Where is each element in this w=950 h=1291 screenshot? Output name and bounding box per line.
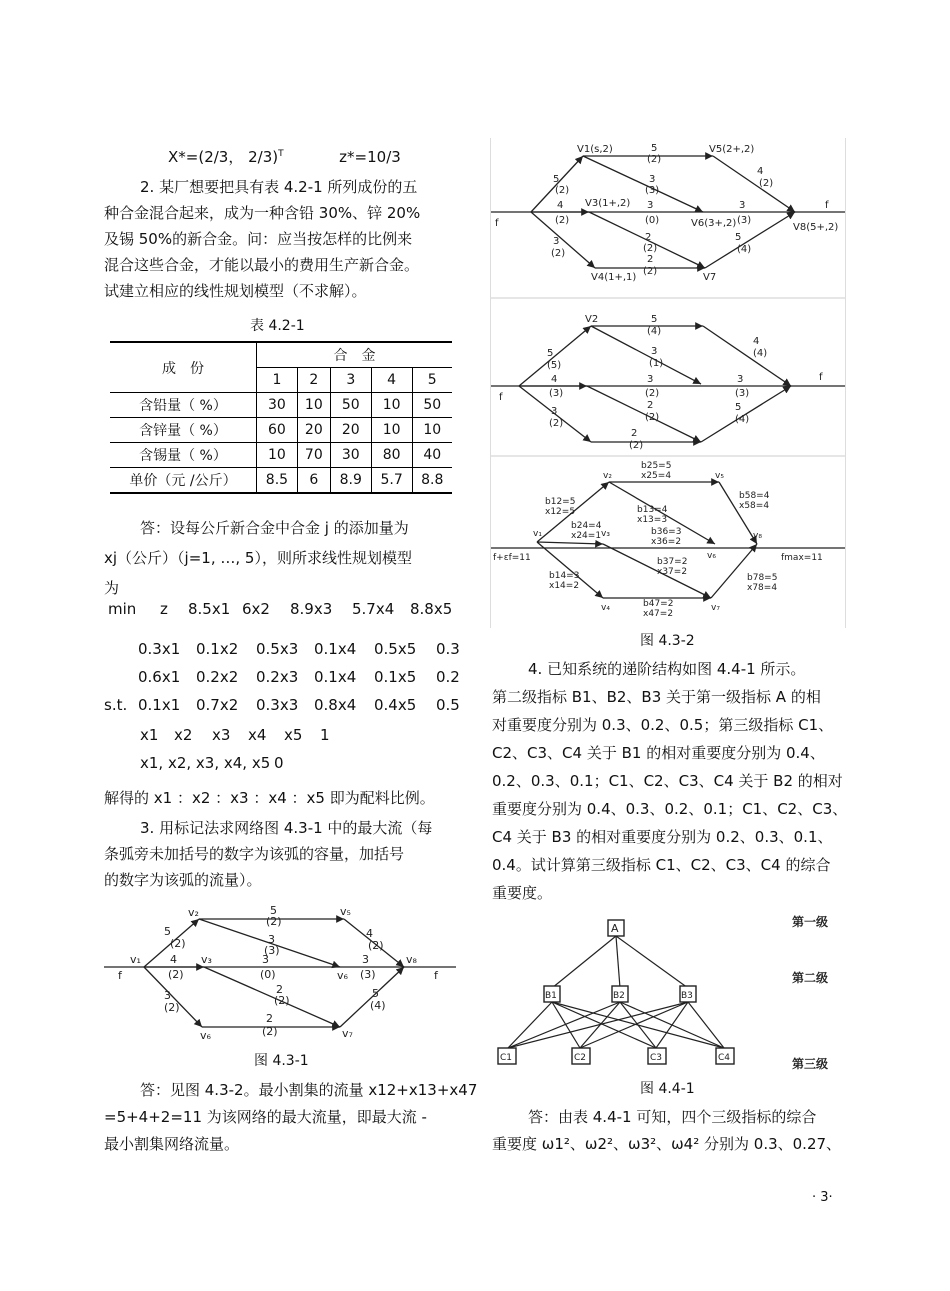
label-v6: V6(3+,2) bbox=[691, 218, 737, 229]
svg-text:(2): (2) bbox=[645, 388, 660, 399]
svg-text:x24=1: x24=1 bbox=[571, 531, 602, 541]
lp-model: min z 8.5x1 6x2 8.9x3 5.7x4 8.8x5 0.3x1 0.1x2 0.5x3 0.1x4 0.5x5 0.3 0.6x1 0.2x2 0.2x3 0.1x4 0.1x5 0.2 s.t. 0.1x1 0.7x2 0.3x3 0.8x4 0.4x5 0.5 x1 x2 x3 x4 x5 1 x1, x2, x3, x4, x5 0 bbox=[104, 600, 460, 772]
svg-text:(3): (3) bbox=[264, 944, 280, 957]
svg-text:(2): (2) bbox=[629, 440, 644, 451]
svg-text:(0): (0) bbox=[645, 215, 660, 226]
svg-text:b37=2: b37=2 bbox=[657, 557, 688, 567]
labelled-network-graphs bbox=[491, 138, 845, 628]
node-B1: B1 bbox=[545, 991, 557, 1001]
svg-text:(2): (2) bbox=[647, 154, 662, 165]
svg-text:3: 3 bbox=[164, 989, 171, 1002]
svg-text:V2: V2 bbox=[585, 314, 599, 325]
svg-text:v₈: v₈ bbox=[406, 953, 417, 966]
svg-text:v₁: v₁ bbox=[130, 953, 141, 966]
node-C4: C4 bbox=[718, 1053, 731, 1063]
table-caption: 表 4.2-1 bbox=[250, 318, 305, 334]
svg-text:3: 3 bbox=[553, 236, 560, 247]
network-graph bbox=[104, 903, 456, 1039]
svg-text:v₂: v₂ bbox=[603, 471, 612, 481]
svg-text:(2): (2) bbox=[168, 968, 184, 981]
svg-text:(3): (3) bbox=[549, 388, 564, 399]
svg-text:x36=2: x36=2 bbox=[651, 537, 682, 547]
svg-text:b24=4: b24=4 bbox=[571, 521, 602, 531]
svg-text:(3): (3) bbox=[737, 215, 752, 226]
svg-text:2: 2 bbox=[276, 983, 283, 996]
table-col-header: 1 bbox=[257, 368, 298, 393]
svg-text:b58=4: b58=4 bbox=[739, 491, 770, 501]
svg-text:(2): (2) bbox=[759, 178, 774, 189]
svg-text:5: 5 bbox=[553, 174, 560, 185]
svg-text:4: 4 bbox=[753, 336, 760, 347]
svg-text:3: 3 bbox=[647, 200, 654, 211]
svg-text:b14=3: b14=3 bbox=[549, 571, 580, 581]
svg-text:f: f bbox=[499, 392, 503, 403]
svg-text:5: 5 bbox=[651, 314, 658, 325]
svg-text:v₃: v₃ bbox=[601, 529, 610, 539]
problem-2-line: 混合这些合金，才能以最小的费用生产新合金。 bbox=[104, 256, 420, 274]
svg-text:x25=4: x25=4 bbox=[641, 471, 672, 481]
svg-text:(3): (3) bbox=[360, 968, 376, 981]
table-row: 含锡量（ %） 10 70 30 80 40 bbox=[110, 443, 452, 468]
page-number: · 3· bbox=[812, 1190, 833, 1205]
problem-2-line: 2. 某厂想要把具有表 4.2-1 所列成份的五 bbox=[140, 178, 418, 196]
svg-text:(4): (4) bbox=[647, 326, 662, 337]
svg-text:3: 3 bbox=[649, 174, 656, 185]
svg-text:b36=3: b36=3 bbox=[651, 527, 682, 537]
svg-text:(2): (2) bbox=[266, 915, 282, 928]
table-row: 含铅量（ %） 30 10 50 10 50 bbox=[110, 393, 452, 418]
svg-text:3: 3 bbox=[362, 953, 369, 966]
svg-text:(3): (3) bbox=[645, 185, 660, 196]
svg-text:5: 5 bbox=[735, 402, 742, 413]
svg-text:(2): (2) bbox=[549, 418, 564, 429]
svg-text:b12=5: b12=5 bbox=[545, 497, 576, 507]
svg-text:2: 2 bbox=[647, 400, 654, 411]
svg-text:x12=5: x12=5 bbox=[545, 507, 576, 517]
svg-text:v₈: v₈ bbox=[753, 531, 762, 541]
svg-text:(4): (4) bbox=[370, 999, 386, 1012]
svg-text:3: 3 bbox=[262, 953, 269, 966]
label-v8: V8(5+,2) bbox=[793, 222, 839, 233]
svg-text:5: 5 bbox=[651, 143, 658, 154]
svg-text:v₄: v₄ bbox=[601, 603, 610, 613]
svg-text:x13=3: x13=3 bbox=[637, 515, 668, 525]
svg-text:x58=4: x58=4 bbox=[739, 501, 770, 511]
svg-text:5: 5 bbox=[547, 348, 554, 359]
svg-text:(2): (2) bbox=[555, 185, 570, 196]
table-col-header: 4 bbox=[371, 368, 412, 393]
svg-text:x47=2: x47=2 bbox=[643, 609, 674, 619]
svg-text:(2): (2) bbox=[170, 937, 186, 950]
problem-2-line: 及锡 50%的新合金。问：应当按怎样的比例来 bbox=[104, 230, 413, 248]
node-A: A bbox=[611, 922, 619, 935]
svg-text:(4): (4) bbox=[753, 348, 768, 359]
figure-caption: 图 4.3-1 bbox=[254, 1053, 309, 1069]
svg-text:2: 2 bbox=[266, 1012, 273, 1025]
svg-text:v₃: v₃ bbox=[201, 953, 212, 966]
svg-text:v₆: v₆ bbox=[707, 551, 716, 561]
svg-text:(2): (2) bbox=[274, 994, 290, 1007]
table-group-header: 合 金 bbox=[257, 342, 453, 368]
svg-text:(0): (0) bbox=[260, 968, 276, 981]
svg-text:(2): (2) bbox=[262, 1025, 278, 1038]
answer-2-intro: 答：设每公斤新合金中合金 j 的添加量为 xj（公斤）（j=1, …, 5），则所求线性规划模型 为 bbox=[104, 519, 412, 597]
svg-text:3: 3 bbox=[737, 374, 744, 385]
problem-2 bbox=[104, 174, 420, 304]
node-B2: B2 bbox=[613, 991, 625, 1001]
svg-text:v₅: v₅ bbox=[715, 471, 724, 481]
figure-caption: 图 4.4-1 bbox=[640, 1081, 695, 1097]
figure-4-4-1 bbox=[490, 910, 844, 1072]
svg-text:(2): (2) bbox=[551, 248, 566, 259]
svg-text:v₇: v₇ bbox=[342, 1027, 353, 1039]
answer-3: 答：见图 4.3-2。最小割集的流量 x12+x13+x47 =5+4+2=11 为该网络的最大流量，即最大流 - 最小割集网络流量。 bbox=[104, 1081, 478, 1153]
svg-text:f: f bbox=[819, 372, 823, 383]
svg-text:4: 4 bbox=[366, 927, 373, 940]
table-col-header: 5 bbox=[412, 368, 452, 393]
svg-text:b47=2: b47=2 bbox=[643, 599, 674, 609]
svg-text:x78=4: x78=4 bbox=[747, 583, 778, 593]
svg-text:4: 4 bbox=[170, 953, 177, 966]
problem-3: 3. 用标记法求网络图 4.3-1 中的最大流（每 条弧旁未加括号的数字为该弧的容量，加括号 的数字为该弧的流量）。 bbox=[104, 819, 433, 889]
table-col-header: 2 bbox=[297, 368, 330, 393]
label-v1: V1(s,2) bbox=[577, 144, 613, 155]
svg-text:(5): (5) bbox=[547, 360, 562, 371]
svg-text:3: 3 bbox=[268, 933, 275, 946]
solution-line: X*=(2/3， 2/3)$^T$ z*=10/3 bbox=[168, 148, 401, 166]
svg-text:5: 5 bbox=[735, 232, 742, 243]
svg-text:f: f bbox=[434, 969, 438, 982]
table-row: 单价（元 /公斤） 8.5 6 8.9 5.7 8.8 bbox=[110, 468, 452, 494]
level-1-label: 第一级 bbox=[792, 915, 829, 929]
svg-text:2: 2 bbox=[645, 232, 652, 243]
ratio-line: 解得的 x1 ：x2 ：x3 ：x4 ：x5 即为配料比例。 bbox=[104, 789, 435, 807]
svg-text:b13=4: b13=4 bbox=[637, 505, 668, 515]
svg-text:x14=2: x14=2 bbox=[549, 581, 580, 591]
svg-text:5: 5 bbox=[164, 925, 171, 938]
svg-text:(2): (2) bbox=[368, 939, 384, 952]
svg-text:f: f bbox=[825, 200, 829, 211]
svg-text:b25=5: b25=5 bbox=[641, 461, 672, 471]
label-v7: V7 bbox=[703, 272, 717, 283]
svg-text:5: 5 bbox=[372, 987, 379, 1000]
svg-text:(4): (4) bbox=[735, 414, 750, 425]
svg-text:v₅: v₅ bbox=[340, 905, 351, 918]
svg-text:(2): (2) bbox=[555, 215, 570, 226]
problem-4: 4. 已知系统的递阶结构如图 4.4-1 所示。 第二级指标 B1、B2、B3 关于第一级指标 A 的相 对重要度分别为 0.3、0.2、0.5；第三级指标 C1、 C2、C3、C4 关于 B1 的相对重要度分别为 0.4、 0.2、0.3、0.1；C1、C2、C3、C4 关于 B2 的相对 重要度分别为 0.4、0.3、0.2、0.1；C1、C2、C3、 C4 关于 B3 的相对重要度分别为 0.2、0.3、0.1、 0.4。试计算第三级指标 C1、C2、C3、C4 的综合 重要度。 bbox=[492, 660, 848, 902]
hierarchy-diagram bbox=[490, 910, 844, 1072]
svg-text:v₁: v₁ bbox=[533, 529, 542, 539]
svg-text:f+εf=11: f+εf=11 bbox=[493, 553, 531, 563]
svg-text:fmax=11: fmax=11 bbox=[781, 553, 823, 563]
svg-text:2: 2 bbox=[647, 254, 654, 265]
label-v5: V5(2+,2) bbox=[709, 144, 755, 155]
svg-text:v₆: v₆ bbox=[337, 969, 348, 982]
svg-text:5: 5 bbox=[270, 904, 277, 917]
svg-text:4: 4 bbox=[757, 166, 764, 177]
svg-text:3: 3 bbox=[651, 346, 658, 357]
label-v4: V4(1+,1) bbox=[591, 272, 637, 283]
svg-text:3: 3 bbox=[739, 200, 746, 211]
svg-text:(1): (1) bbox=[649, 358, 664, 369]
level-2-label: 第二级 bbox=[792, 971, 829, 985]
level-3-label: 第三级 bbox=[792, 1057, 829, 1071]
figure-caption: 图 4.3-2 bbox=[640, 633, 695, 649]
svg-text:(2): (2) bbox=[643, 266, 658, 277]
svg-text:3: 3 bbox=[551, 406, 558, 417]
alloy-table bbox=[110, 341, 452, 494]
svg-text:v₂: v₂ bbox=[188, 906, 199, 919]
problem-2-line: 种合金混合起来，成为一种含铅 30%、锌 20% bbox=[104, 204, 421, 222]
figure-4-3-1 bbox=[104, 903, 456, 1039]
svg-text:4: 4 bbox=[557, 200, 564, 211]
table-row: 含锌量（ %） 60 20 20 10 10 bbox=[110, 418, 452, 443]
svg-text:b78=5: b78=5 bbox=[747, 573, 778, 583]
node-B3: B3 bbox=[681, 991, 693, 1001]
problem-2-line: 试建立相应的线性规划模型（不求解）。 bbox=[104, 282, 367, 300]
svg-text:4: 4 bbox=[551, 374, 558, 385]
svg-text:v₆: v₆ bbox=[200, 1029, 211, 1039]
svg-text:v₇: v₇ bbox=[711, 603, 720, 613]
node-C1: C1 bbox=[500, 1053, 513, 1063]
svg-text:(2): (2) bbox=[645, 412, 660, 423]
svg-text:f: f bbox=[118, 969, 122, 982]
answer-4: 答：由表 4.4-1 可知，四个三级指标的综合 重要度 ω1²、ω2²、ω3²、ω4² 分别为 0.3、0.27、 bbox=[492, 1108, 842, 1153]
svg-text:(2): (2) bbox=[643, 243, 658, 254]
table-corner: 成 份 bbox=[110, 342, 257, 393]
label-v3: V3(1+,2) bbox=[585, 198, 631, 209]
node-C3: C3 bbox=[650, 1053, 663, 1063]
table-col-header: 3 bbox=[330, 368, 371, 393]
svg-text:3: 3 bbox=[647, 374, 654, 385]
svg-text:2: 2 bbox=[631, 428, 638, 439]
svg-text:(2): (2) bbox=[164, 1001, 180, 1014]
svg-text:x37=2: x37=2 bbox=[657, 567, 688, 577]
figure-4-3-2 bbox=[490, 138, 846, 628]
svg-text:(4): (4) bbox=[737, 244, 752, 255]
svg-text:f: f bbox=[495, 218, 499, 229]
svg-text:(3): (3) bbox=[735, 388, 750, 399]
node-C2: C2 bbox=[574, 1053, 587, 1063]
